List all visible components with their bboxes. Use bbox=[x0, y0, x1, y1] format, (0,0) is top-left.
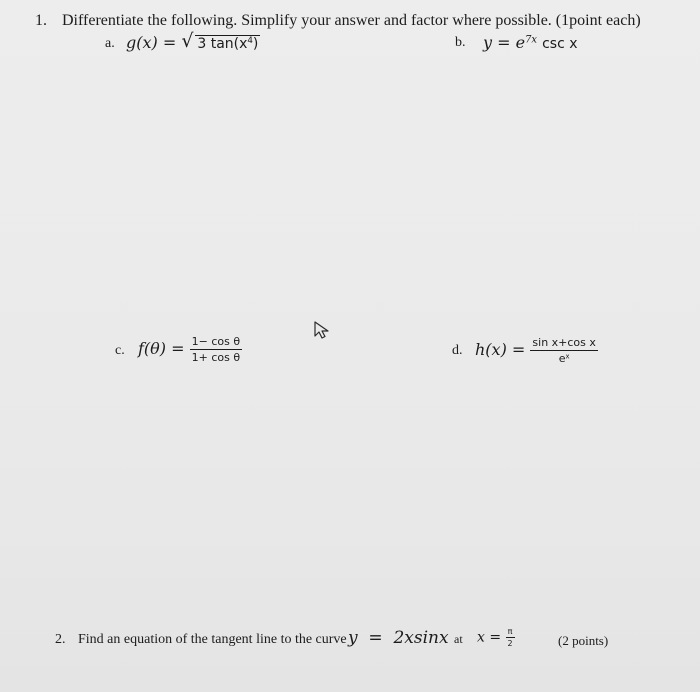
part-a-lhs: g(x) = bbox=[126, 33, 177, 52]
question-2-x-lhs: x = bbox=[477, 629, 502, 646]
question-2-at: at bbox=[454, 632, 463, 646]
part-b-base: e bbox=[515, 33, 526, 52]
part-a-label: a. bbox=[105, 36, 115, 51]
part-b-exponent: 7x bbox=[525, 34, 537, 46]
part-c-denominator: 1+ cos θ bbox=[191, 351, 241, 364]
question-2-number: 2. bbox=[55, 632, 66, 647]
question-2-x-numerator: π bbox=[506, 627, 515, 638]
question-2-x-denominator: 2 bbox=[507, 639, 513, 648]
part-c-lhs: f(θ) = bbox=[138, 339, 185, 358]
part-c-equation bbox=[138, 335, 242, 364]
question-2-x-fraction bbox=[506, 627, 515, 648]
part-d-denominator: $e^x$ bbox=[558, 352, 570, 365]
part-b-lhs: y = bbox=[483, 33, 511, 52]
part-c-label: c. bbox=[115, 343, 125, 358]
part-b-label: b. bbox=[455, 35, 466, 50]
part-d-numerator: sin x+cos x bbox=[532, 336, 596, 349]
part-c-fraction bbox=[190, 335, 242, 364]
part-d-equation bbox=[475, 336, 598, 365]
part-d-lhs: h(x) = bbox=[475, 340, 526, 359]
question-2-point bbox=[477, 627, 515, 648]
question-2-points: (2 points) bbox=[558, 633, 609, 648]
part-b-tail: csc x bbox=[542, 36, 578, 52]
part-c-numerator: 1− cos θ bbox=[191, 335, 241, 348]
part-a-sqrt bbox=[181, 30, 260, 52]
part-d-label: d. bbox=[452, 343, 463, 358]
part-b-equation bbox=[483, 33, 578, 52]
part-a-equation bbox=[126, 30, 260, 52]
sqrt-icon: √ bbox=[181, 30, 194, 52]
part-d-fraction bbox=[530, 336, 598, 365]
question-2-equation: y = 2xsinx bbox=[348, 628, 449, 648]
cursor-icon bbox=[313, 320, 331, 340]
question-2-text: Find an equation of the tangent line to the curve bbox=[78, 632, 347, 647]
part-a-radicand: 3 $\tan(x^4)$ bbox=[197, 36, 259, 52]
question-1-number: 1. bbox=[35, 12, 47, 29]
question-1-instruction: Differentiate the following. Simplify your answer and factor where possible. (1point each) bbox=[62, 12, 641, 29]
